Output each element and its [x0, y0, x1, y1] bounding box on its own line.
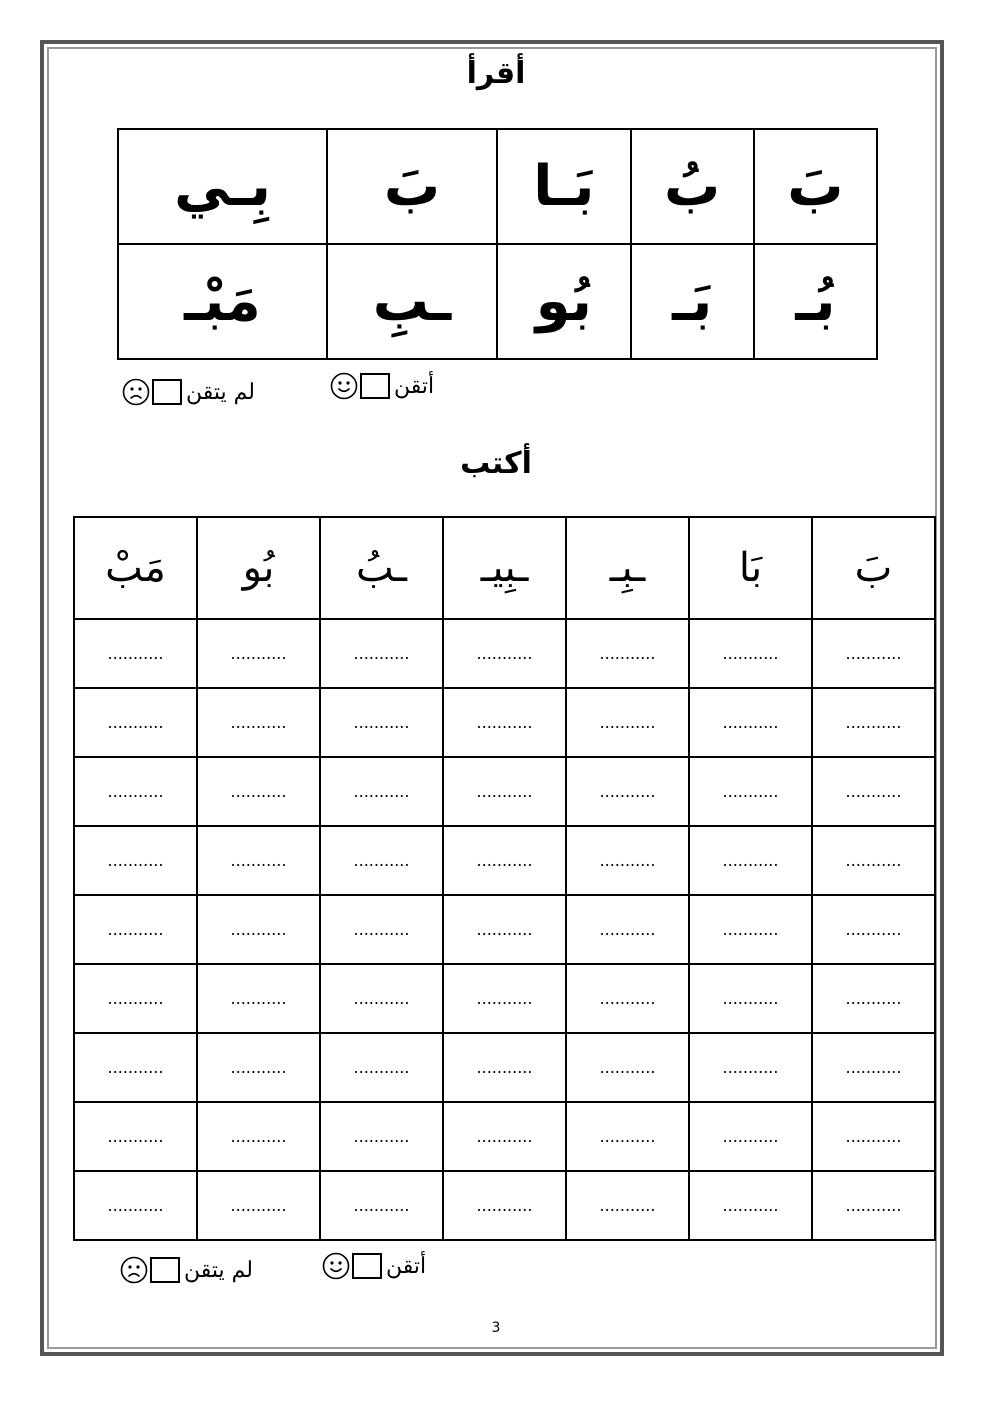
practice-cell[interactable]: ........... [812, 757, 935, 826]
practice-cell[interactable]: ........... [566, 895, 689, 964]
practice-cell[interactable]: ........... [566, 1033, 689, 1102]
practice-cell[interactable]: ........... [566, 1102, 689, 1171]
practice-cell[interactable]: ........... [443, 1102, 566, 1171]
practice-cell[interactable]: ........... [812, 1102, 935, 1171]
read-not-mastered-rating [122, 378, 255, 406]
read-cell: بَ [754, 129, 877, 244]
practice-cell[interactable]: ........... [74, 757, 197, 826]
mastered-label: أتقن [394, 373, 435, 399]
practice-cell[interactable]: ........... [566, 826, 689, 895]
sad-face-icon [120, 1256, 148, 1284]
write-header-cell: بَ [812, 517, 935, 619]
practice-cell[interactable]: ........... [566, 757, 689, 826]
write-not-mastered-rating [120, 1256, 253, 1284]
not-mastered-checkbox[interactable] [150, 1257, 180, 1283]
read-cell: بُـ [754, 244, 877, 359]
practice-cell[interactable]: ........... [689, 895, 812, 964]
write-rows [74, 619, 935, 1240]
not-mastered-label: لم يتقن [184, 1257, 253, 1283]
read-letters-table [117, 128, 878, 360]
read-cell: بُو [497, 244, 631, 359]
practice-cell[interactable]: ........... [812, 826, 935, 895]
mastered-checkbox[interactable] [360, 373, 390, 399]
practice-cell[interactable]: ........... [689, 619, 812, 688]
practice-cell[interactable]: ........... [320, 826, 443, 895]
practice-cell[interactable]: ........... [812, 1033, 935, 1102]
practice-cell[interactable]: ........... [566, 688, 689, 757]
not-mastered-checkbox[interactable] [152, 379, 182, 405]
page-number: 3 [491, 1320, 501, 1336]
practice-cell[interactable]: ........... [689, 1033, 812, 1102]
practice-row [74, 964, 935, 1033]
practice-cell[interactable]: ........... [689, 1171, 812, 1240]
write-header-cell: مَبْ [74, 517, 197, 619]
practice-cell[interactable]: ........... [197, 1102, 320, 1171]
read-cell: بَـ [631, 244, 754, 359]
write-practice-table [73, 516, 936, 1241]
practice-row [74, 895, 935, 964]
write-header-cell: بُو [197, 517, 320, 619]
practice-cell[interactable]: ........... [443, 757, 566, 826]
practice-row [74, 757, 935, 826]
practice-cell[interactable]: ........... [812, 895, 935, 964]
practice-row [74, 688, 935, 757]
smiley-face-icon [322, 1252, 350, 1280]
practice-cell[interactable]: ........... [74, 964, 197, 1033]
practice-cell[interactable]: ........... [812, 619, 935, 688]
not-mastered-label: لم يتقن [186, 379, 255, 405]
practice-cell[interactable]: ........... [320, 688, 443, 757]
practice-cell[interactable]: ........... [812, 964, 935, 1033]
practice-cell[interactable]: ........... [443, 1171, 566, 1240]
practice-cell[interactable]: ........... [443, 688, 566, 757]
practice-cell[interactable]: ........... [197, 757, 320, 826]
mastered-label: أتقن [386, 1253, 427, 1279]
practice-cell[interactable]: ........... [443, 619, 566, 688]
read-cell: بَـا [497, 129, 631, 244]
practice-cell[interactable]: ........... [74, 688, 197, 757]
practice-cell[interactable]: ........... [320, 1102, 443, 1171]
practice-cell[interactable]: ........... [443, 964, 566, 1033]
practice-cell[interactable]: ........... [320, 895, 443, 964]
write-header-cell: ـبُ [320, 517, 443, 619]
practice-cell[interactable]: ........... [443, 826, 566, 895]
write-mastered-rating [322, 1252, 426, 1280]
practice-cell[interactable]: ........... [689, 1102, 812, 1171]
practice-cell[interactable]: ........... [197, 1033, 320, 1102]
practice-cell[interactable]: ........... [320, 757, 443, 826]
practice-cell[interactable]: ........... [566, 1171, 689, 1240]
write-header-cell: بَا [689, 517, 812, 619]
read-row [118, 244, 877, 359]
practice-cell[interactable]: ........... [74, 619, 197, 688]
practice-row [74, 1171, 935, 1240]
read-cell: بَ [327, 129, 497, 244]
smiley-face-icon [330, 372, 358, 400]
read-cell: بُ [631, 129, 754, 244]
practice-cell[interactable]: ........... [197, 895, 320, 964]
practice-cell[interactable]: ........... [197, 688, 320, 757]
read-cell: بِـي [118, 129, 327, 244]
practice-cell[interactable]: ........... [74, 826, 197, 895]
practice-cell[interactable]: ........... [812, 688, 935, 757]
practice-cell[interactable]: ........... [812, 1171, 935, 1240]
sad-face-icon [122, 378, 150, 406]
practice-cell[interactable]: ........... [74, 1102, 197, 1171]
practice-row [74, 1033, 935, 1102]
practice-cell[interactable]: ........... [566, 964, 689, 1033]
practice-cell[interactable]: ........... [74, 1033, 197, 1102]
write-header-row [74, 517, 935, 619]
practice-cell[interactable]: ........... [320, 619, 443, 688]
practice-cell[interactable]: ........... [689, 757, 812, 826]
practice-row [74, 619, 935, 688]
practice-cell[interactable]: ........... [689, 688, 812, 757]
read-mastered-rating [330, 372, 434, 400]
practice-cell[interactable]: ........... [74, 895, 197, 964]
read-row [118, 129, 877, 244]
mastered-checkbox[interactable] [352, 1253, 382, 1279]
practice-row [74, 826, 935, 895]
practice-cell[interactable]: ........... [689, 826, 812, 895]
practice-cell[interactable]: ........... [443, 895, 566, 964]
practice-row [74, 1102, 935, 1171]
practice-cell[interactable]: ........... [197, 964, 320, 1033]
practice-cell[interactable]: ........... [566, 619, 689, 688]
read-section-title: أقرأ [466, 56, 526, 91]
practice-cell[interactable]: ........... [320, 964, 443, 1033]
read-cell: مَبْـ [118, 244, 327, 359]
practice-cell[interactable]: ........... [443, 1033, 566, 1102]
practice-cell[interactable]: ........... [197, 619, 320, 688]
write-section-title: أكتب [460, 446, 532, 481]
practice-cell[interactable]: ........... [320, 1033, 443, 1102]
practice-cell[interactable]: ........... [197, 1171, 320, 1240]
write-header-cell: ـبِـ [566, 517, 689, 619]
read-cell: ـبِ [327, 244, 497, 359]
practice-cell[interactable]: ........... [197, 826, 320, 895]
practice-cell[interactable]: ........... [320, 1171, 443, 1240]
practice-cell[interactable]: ........... [689, 964, 812, 1033]
practice-cell[interactable]: ........... [74, 1171, 197, 1240]
write-header-cell: ـبِيـ [443, 517, 566, 619]
